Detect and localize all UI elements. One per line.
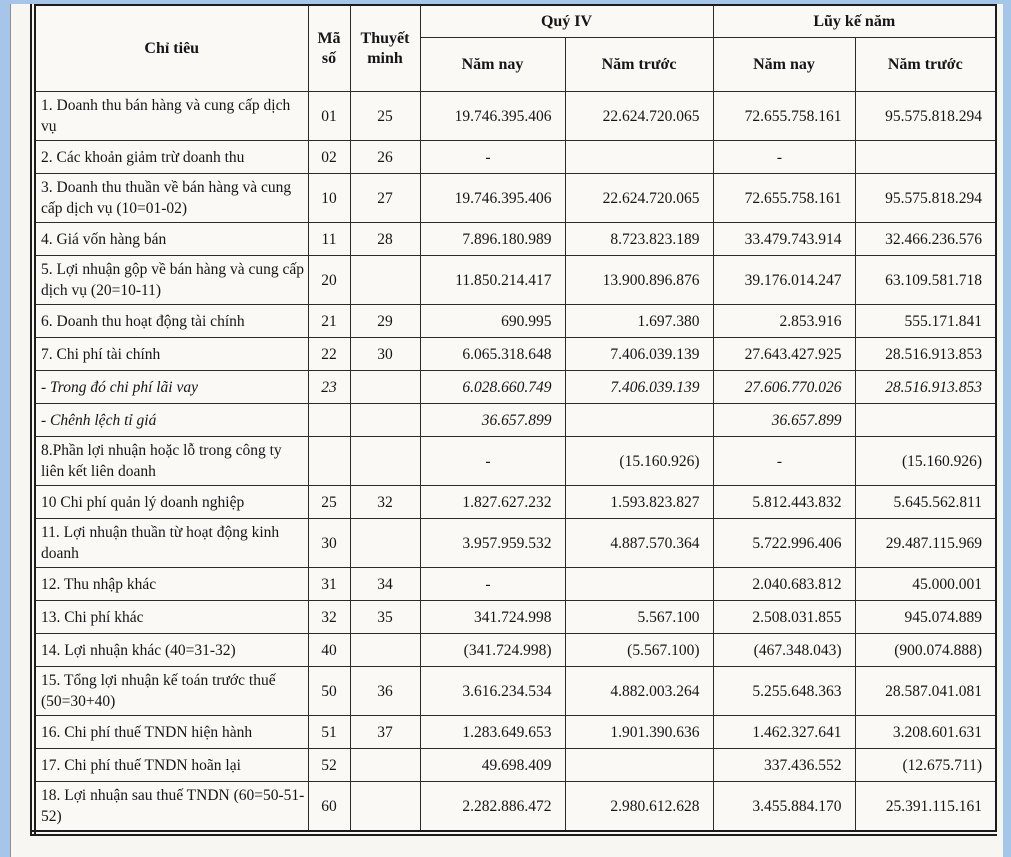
value-luyke-nam-truoc-cell: 555.171.841 (855, 305, 996, 338)
table-row (33, 141, 996, 174)
value-luyke-nam-nay-cell: 5.255.648.363 (713, 667, 855, 716)
value-luyke-nam-nay-cell: 3.455.884.170 (713, 782, 855, 834)
header-luy-ke-nam: Lũy kế năm (713, 5, 996, 38)
value-luyke-nam-nay-cell: 2.853.916 (713, 305, 855, 338)
value-quy-nam-nay-cell: 690.995 (420, 305, 565, 338)
row-label-cell: 5. Lợi nhuận gộp về bán hàng và cung cấp dịch vụ (20=10-11) (33, 256, 308, 305)
value-quy-nam-truoc-cell (565, 568, 713, 601)
code-cell: 52 (308, 749, 350, 782)
value-luyke-nam-truoc-cell: 45.000.001 (855, 568, 996, 601)
value-quy-nam-nay-cell: - (420, 141, 565, 174)
value-luyke-nam-nay-cell: 2.508.031.855 (713, 601, 855, 634)
value-luyke-nam-truoc-cell: 25.391.115.161 (855, 782, 996, 834)
code-cell (308, 404, 350, 437)
note-cell: 32 (350, 486, 420, 519)
value-quy-nam-truoc-cell: 22.624.720.065 (565, 92, 713, 141)
value-quy-nam-nay-cell: 6.028.660.749 (420, 371, 565, 404)
value-quy-nam-nay-cell: 3.616.234.534 (420, 667, 565, 716)
row-label-cell: - Chênh lệch tỉ giá (33, 404, 308, 437)
code-cell: 11 (308, 223, 350, 256)
value-quy-nam-truoc-cell: 2.980.612.628 (565, 782, 713, 834)
table-row (33, 634, 996, 667)
value-quy-nam-truoc-cell: 13.900.896.876 (565, 256, 713, 305)
value-quy-nam-truoc-cell (565, 141, 713, 174)
header-quy-iv: Quý IV (420, 5, 713, 38)
row-label-cell: 8.Phần lợi nhuận hoặc lỗ trong công ty liên kết liên doanh (33, 437, 308, 486)
note-cell (350, 782, 420, 834)
row-label-cell: 14. Lợi nhuận khác (40=31-32) (33, 634, 308, 667)
value-luyke-nam-truoc-cell (855, 141, 996, 174)
table-row (33, 256, 996, 305)
row-label-cell: - Trong đó chi phí lãi vay (33, 371, 308, 404)
value-luyke-nam-truoc-cell: 28.587.041.081 (855, 667, 996, 716)
table-row (33, 601, 996, 634)
code-cell: 10 (308, 174, 350, 223)
value-luyke-nam-truoc-cell: (12.675.711) (855, 749, 996, 782)
value-luyke-nam-truoc-cell: 95.575.818.294 (855, 174, 996, 223)
note-cell (350, 437, 420, 486)
code-cell: 60 (308, 782, 350, 834)
value-luyke-nam-truoc-cell (855, 404, 996, 437)
code-cell: 30 (308, 519, 350, 568)
value-quy-nam-truoc-cell: 4.882.003.264 (565, 667, 713, 716)
table-row (33, 223, 996, 256)
value-quy-nam-nay-cell: 3.957.959.532 (420, 519, 565, 568)
value-quy-nam-truoc-cell: 5.567.100 (565, 601, 713, 634)
row-label-cell: 3. Doanh thu thuần về bán hàng và cung cấp dịch vụ (10=01-02) (33, 174, 308, 223)
value-luyke-nam-truoc-cell: 63.109.581.718 (855, 256, 996, 305)
code-cell: 32 (308, 601, 350, 634)
header-ma-so: Mã số (308, 5, 350, 92)
note-cell (350, 371, 420, 404)
value-quy-nam-nay-cell: 1.827.627.232 (420, 486, 565, 519)
table-row (33, 338, 996, 371)
note-cell: 35 (350, 601, 420, 634)
value-quy-nam-nay-cell: (341.724.998) (420, 634, 565, 667)
value-quy-nam-nay-cell: 341.724.998 (420, 601, 565, 634)
value-luyke-nam-nay-cell: (467.348.043) (713, 634, 855, 667)
value-luyke-nam-truoc-cell: 29.487.115.969 (855, 519, 996, 568)
table-row (33, 568, 996, 601)
note-cell: 26 (350, 141, 420, 174)
value-quy-nam-truoc-cell: 1.593.823.827 (565, 486, 713, 519)
value-quy-nam-truoc-cell: (5.567.100) (565, 634, 713, 667)
value-luyke-nam-truoc-cell: 95.575.818.294 (855, 92, 996, 141)
table-row (33, 486, 996, 519)
value-luyke-nam-nay-cell: 27.643.427.925 (713, 338, 855, 371)
note-cell: 36 (350, 667, 420, 716)
note-cell (350, 519, 420, 568)
header-chi-tieu: Chỉ tiêu (33, 5, 308, 92)
table-row (33, 371, 996, 404)
table-row (33, 404, 996, 437)
value-quy-nam-nay-cell: 7.896.180.989 (420, 223, 565, 256)
value-luyke-nam-nay-cell: 27.606.770.026 (713, 371, 855, 404)
value-quy-nam-truoc-cell: 7.406.039.139 (565, 338, 713, 371)
row-label-cell: 15. Tổng lợi nhuận kế toán trước thuế (50=30+40) (33, 667, 308, 716)
code-cell: 50 (308, 667, 350, 716)
value-luyke-nam-nay-cell: - (713, 141, 855, 174)
table-row (33, 437, 996, 486)
value-luyke-nam-nay-cell: 5.812.443.832 (713, 486, 855, 519)
header-quy-nam-truoc: Năm trước (565, 38, 713, 92)
value-luyke-nam-truoc-cell: 5.645.562.811 (855, 486, 996, 519)
table-body (33, 92, 996, 834)
table-row (33, 782, 996, 834)
row-label-cell: 13. Chi phí khác (33, 601, 308, 634)
row-label-cell: 10 Chi phí quản lý doanh nghiệp (33, 486, 308, 519)
row-label-cell: 11. Lợi nhuận thuần từ hoạt động kinh doanh (33, 519, 308, 568)
header-luyke-nam-truoc: Năm trước (855, 38, 996, 92)
value-luyke-nam-nay-cell: 33.479.743.914 (713, 223, 855, 256)
value-quy-nam-truoc-cell: 22.624.720.065 (565, 174, 713, 223)
value-luyke-nam-nay-cell: 337.436.552 (713, 749, 855, 782)
row-label-cell: 17. Chi phí thuế TNDN hoãn lại (33, 749, 308, 782)
value-quy-nam-nay-cell: 1.283.649.653 (420, 716, 565, 749)
value-luyke-nam-truoc-cell: 28.516.913.853 (855, 371, 996, 404)
row-label-cell: 6. Doanh thu hoạt động tài chính (33, 305, 308, 338)
value-luyke-nam-nay-cell: 39.176.014.247 (713, 256, 855, 305)
value-luyke-nam-nay-cell: - (713, 437, 855, 486)
row-label-cell: 4. Giá vốn hàng bán (33, 223, 308, 256)
value-quy-nam-truoc-cell (565, 749, 713, 782)
value-quy-nam-nay-cell: 19.746.395.406 (420, 174, 565, 223)
table-row (33, 174, 996, 223)
code-cell: 21 (308, 305, 350, 338)
note-cell: 34 (350, 568, 420, 601)
note-cell: 27 (350, 174, 420, 223)
note-cell: 28 (350, 223, 420, 256)
value-luyke-nam-truoc-cell: 32.466.236.576 (855, 223, 996, 256)
value-quy-nam-truoc-cell (565, 404, 713, 437)
note-cell (350, 749, 420, 782)
value-luyke-nam-nay-cell: 2.040.683.812 (713, 568, 855, 601)
value-luyke-nam-truoc-cell: 945.074.889 (855, 601, 996, 634)
value-luyke-nam-truoc-cell: 3.208.601.631 (855, 716, 996, 749)
header-thuyet-minh: Thuyết minh (350, 5, 420, 92)
value-quy-nam-truoc-cell: (15.160.926) (565, 437, 713, 486)
row-label-cell: 2. Các khoản giảm trừ doanh thu (33, 141, 308, 174)
code-cell: 23 (308, 371, 350, 404)
header-quy-nam-nay: Năm nay (420, 38, 565, 92)
table-row (33, 92, 996, 141)
header-row-group (33, 5, 996, 38)
value-quy-nam-nay-cell: - (420, 437, 565, 486)
table-header (33, 5, 996, 92)
value-luyke-nam-nay-cell: 36.657.899 (713, 404, 855, 437)
code-cell: 51 (308, 716, 350, 749)
row-label-cell: 16. Chi phí thuế TNDN hiện hành (33, 716, 308, 749)
note-cell: 30 (350, 338, 420, 371)
note-cell (350, 404, 420, 437)
value-luyke-nam-truoc-cell: (15.160.926) (855, 437, 996, 486)
value-quy-nam-nay-cell: 6.065.318.648 (420, 338, 565, 371)
value-quy-nam-nay-cell: - (420, 568, 565, 601)
table-row (33, 716, 996, 749)
value-luyke-nam-nay-cell: 72.655.758.161 (713, 92, 855, 141)
note-cell (350, 634, 420, 667)
value-quy-nam-nay-cell: 36.657.899 (420, 404, 565, 437)
row-label-cell: 12. Thu nhập khác (33, 568, 308, 601)
code-cell: 02 (308, 141, 350, 174)
value-quy-nam-truoc-cell: 8.723.823.189 (565, 223, 713, 256)
code-cell: 25 (308, 486, 350, 519)
code-cell: 20 (308, 256, 350, 305)
table-row (33, 305, 996, 338)
value-quy-nam-nay-cell: 2.282.886.472 (420, 782, 565, 834)
value-quy-nam-truoc-cell: 1.697.380 (565, 305, 713, 338)
note-cell: 37 (350, 716, 420, 749)
table-row (33, 749, 996, 782)
value-quy-nam-nay-cell: 19.746.395.406 (420, 92, 565, 141)
row-label-cell: 1. Doanh thu bán hàng và cung cấp dịch vụ (33, 92, 308, 141)
value-luyke-nam-nay-cell: 5.722.996.406 (713, 519, 855, 568)
income-statement-table (30, 4, 997, 836)
row-label-cell: 18. Lợi nhuận sau thuế TNDN (60=50-51-52) (33, 782, 308, 834)
page-background (10, 4, 1003, 857)
value-luyke-nam-truoc-cell: (900.074.888) (855, 634, 996, 667)
note-cell: 29 (350, 305, 420, 338)
value-quy-nam-nay-cell: 49.698.409 (420, 749, 565, 782)
table-row (33, 667, 996, 716)
value-quy-nam-nay-cell: 11.850.214.417 (420, 256, 565, 305)
code-cell (308, 437, 350, 486)
value-luyke-nam-nay-cell: 72.655.758.161 (713, 174, 855, 223)
row-label-cell: 7. Chi phí tài chính (33, 338, 308, 371)
value-quy-nam-truoc-cell: 4.887.570.364 (565, 519, 713, 568)
value-quy-nam-truoc-cell: 7.406.039.139 (565, 371, 713, 404)
note-cell: 25 (350, 92, 420, 141)
note-cell (350, 256, 420, 305)
table-row (33, 519, 996, 568)
value-luyke-nam-nay-cell: 1.462.327.641 (713, 716, 855, 749)
code-cell: 22 (308, 338, 350, 371)
value-luyke-nam-truoc-cell: 28.516.913.853 (855, 338, 996, 371)
code-cell: 31 (308, 568, 350, 601)
code-cell: 01 (308, 92, 350, 141)
code-cell: 40 (308, 634, 350, 667)
value-quy-nam-truoc-cell: 1.901.390.636 (565, 716, 713, 749)
header-luyke-nam-nay: Năm nay (713, 38, 855, 92)
